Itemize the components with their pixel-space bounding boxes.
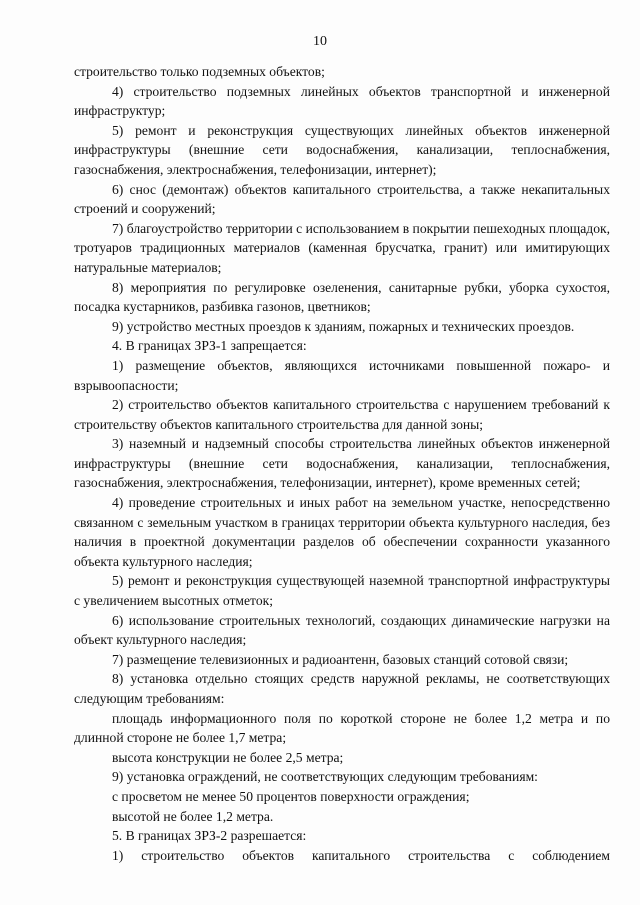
paragraph: 9) устройство местных проездов к зданиям, пожарных и технических проездов.	[112, 318, 575, 334]
paragraph: с просветом не менее 50 процентов поверхности ограждения;	[112, 788, 470, 804]
paragraph: 2) строительство объектов капитального строительства с нарушением требований к строительству объектов капитального строительства для данной зоны;	[74, 397, 610, 432]
paragraph: 6) снос (демонтаж) объектов капитального строительства, а также некапитальных строений и сооружений;	[74, 181, 610, 217]
paragraph: площадь информационного поля по короткой стороне не более 1,2 метра и по длинной стороне не более 1,7 метра;	[74, 710, 610, 746]
paragraph: 7) размещение телевизионных и радиоантенн, базовых станций сотовой связи;	[112, 651, 569, 667]
paragraph: 8) мероприятия по регулировке озеленения, санитарные рубки, уборка сухостоя, посадка кустарников, разбивка газонов, цветников;	[74, 279, 610, 315]
paragraph: 8) установка отдельно стоящих средств наружной рекламы, не соответствующих следующим требованиям:	[74, 671, 610, 706]
paragraph: 3) наземный и надземный способы строительства линейных объектов инженерной инфраструктуры (внешние сети водоснабжения, канализации, теплоснабжения, газоснабжения, электроснабжения, телефонизации, интернет), кроме временных сетей;	[74, 436, 610, 491]
paragraph: 4) проведение строительных и иных работ на земельном участке, непосредственно связанном с земельным участком в границах территории объекта культурного наследия, без наличия в проектной документации разделов об обеспечении сохранности указанного объекта культурного наследия;	[74, 495, 610, 569]
paragraph: 1) размещение объектов, являющихся источниками повышенной пожаро- и взрывоопасности;	[74, 357, 610, 393]
paragraph: 4. В границах ЗРЗ-1 запрещается:	[112, 338, 307, 354]
paragraph: 7) благоустройство территории с использованием в покрытии пешеходных площадок, тротуаров традиционных материалов (каменная брусчатка, гранит) или имитирующих натуральные материалов;	[74, 220, 610, 275]
paragraph: 5) ремонт и реконструкция существующей наземной транспортной инфраструктуры с увеличением высотных отметок;	[74, 573, 610, 609]
paragraph: высотой не более 1,2 метра.	[112, 808, 274, 824]
paragraph: 6) использование строительных технологий, создающих динамические нагрузки на объект культурного наследия;	[74, 612, 610, 648]
paragraph: высота конструкции не более 2,5 метра;	[112, 749, 344, 765]
paragraph: 5. В границах ЗРЗ-2 разрешается:	[112, 828, 307, 844]
paragraph: 5) ремонт и реконструкция существующих линейных объектов инженерной инфраструктуры (внешние сети водоснабжения, канализации, теплоснабжения, газоснабжения, электроснабжения, телефонизации, интернет);	[74, 122, 610, 177]
document-body	[74, 62, 610, 865]
page-number: 10	[313, 34, 327, 49]
paragraph: 4) строительство подземных линейных объектов транспортной и инженерной инфраструктур;	[74, 83, 610, 119]
paragraph: 1) строительство объектов капитального строительства с соблюдением	[112, 847, 610, 863]
paragraph: строительство только подземных объектов;	[74, 64, 325, 79]
paragraph: 9) установка ограждений, не соответствующих следующим требованиям:	[112, 769, 538, 785]
